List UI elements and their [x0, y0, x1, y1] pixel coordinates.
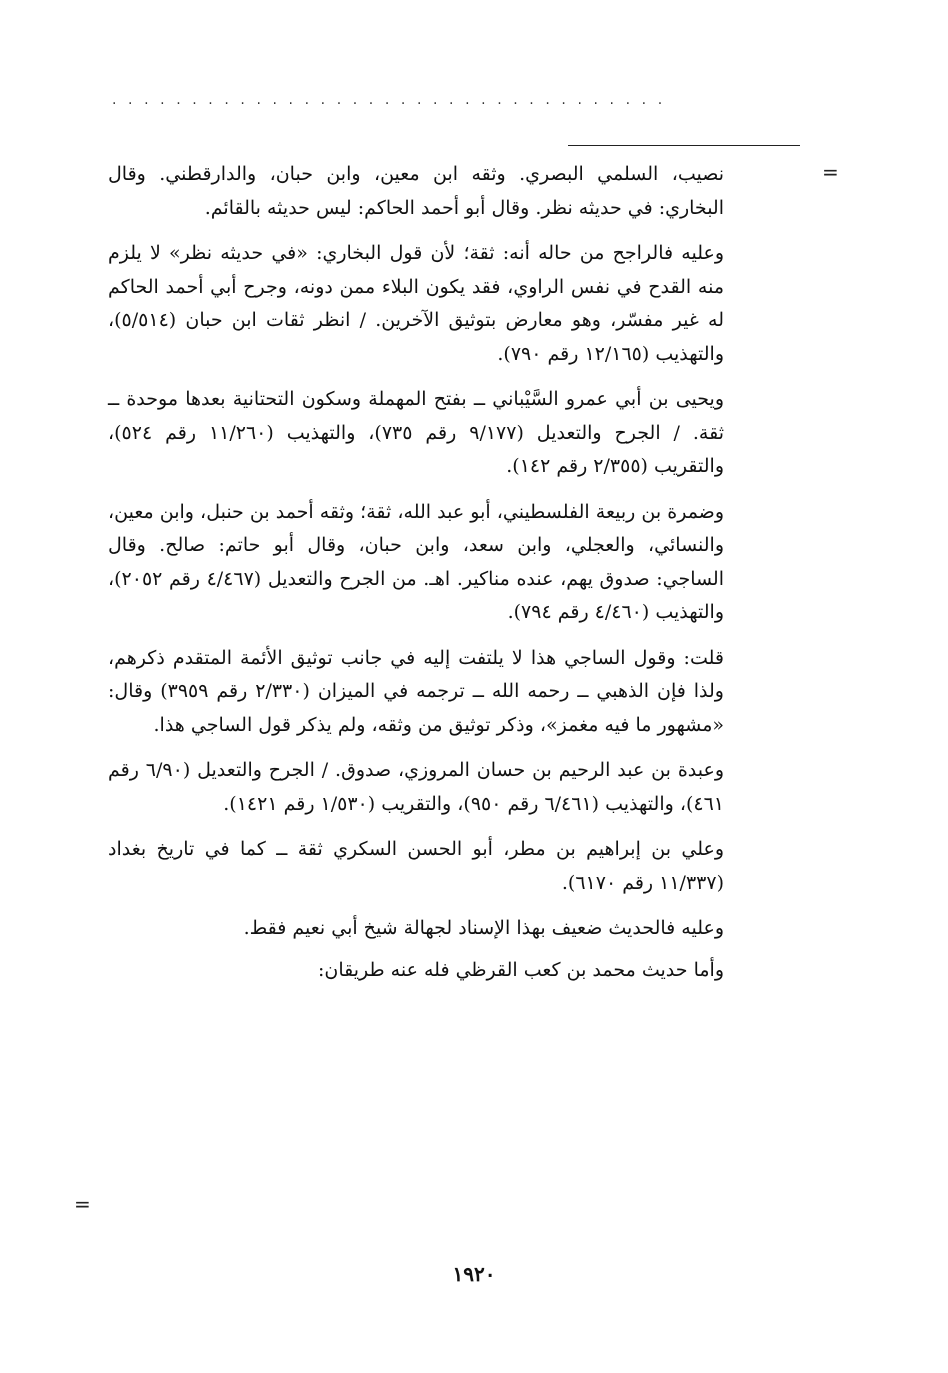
- footnote-text-block: [108, 158, 724, 995]
- paragraph: وضمرة بن ربيعة الفلسطيني، أبو عبد الله، ثقة؛ وثقه أحمد بن حنبل، وابن معين، والنسائي، والعجلي، وابن سعد، وابن حبان، وقال أبو حاتم: صالح. وقال الساجي: صدوق يهم، عنده مناكير. اهـ. من الجرح والتعديل (٤/٤٦٧ رقم ٢٠٥٢)، والتهذيب (٤/٤٦٠ رقم ٧٩٤).: [108, 500, 725, 623]
- paragraph: وأما حديث محمد بن كعب القرظي فله عنه طريقان:: [317, 958, 724, 981]
- paragraph: وعلي بن إبراهيم بن مطر، أبو الحسن السكري ثقة ــ كما في تاريخ بغداد (١١/٣٣٧ رقم ٦١٧٠).: [108, 838, 724, 894]
- paragraph: وعبدة بن عبد الرحيم بن حسان المروزي، صدوق. / الجرح والتعديل (٦/٩٠ رقم ٤٦١)، والتهذيب (٦/٤٦١ رقم ٩٥٠)، والتقريب (١/٥٣٠ رقم ١٤٢١).: [108, 759, 724, 815]
- paragraph: وعليه فالراجح من حاله أنه: ثقة؛ لأن قول البخاري: «في حديثه نظر» لا يلزم منه القدح في نفس الراوي، فقد يكون البلاء ممن دونه، وجرح أبي أحمد الحاكم له غير مفسّر، وهو معارض بتوثيق الآخرين. / انظر ثقات ابن حبان (٥/٥١٤)، والتهذيب (١٢/١٦٥ رقم ٧٩٠).: [108, 242, 724, 365]
- page-number: ١٩٢٠: [452, 1262, 496, 1286]
- continuation-mark-bottom: =: [74, 1192, 91, 1216]
- paragraph: قلت: وقول الساجي هذا لا يلتفت إليه في جانب توثيق الأئمة المتقدم ذكرهم، ولذا فإن الذهبي ــ رحمه الله ــ ترجمه في الميزان (٢/٣٣٠ رقم ٣٩٥٩) وقال: «مشهور ما فيه مغمز»، وذكر توثيق من وثقه، ولم يذكر قول الساجي هذا.: [108, 646, 724, 736]
- footnote-separator-rule: [568, 145, 800, 146]
- paragraph: وعليه فالحديث ضعيف بهذا الإسناد لجهالة شيخ أبي نعيم فقط.: [243, 917, 724, 939]
- continuation-mark-top: =: [822, 160, 839, 184]
- paragraph: نصيب، السلمي البصري. وثقه ابن معين، وابن حبان، والدارقطني. وقال البخاري: في حديثه نظر. وقال أبو أحمد الحاكم: ليس حديثه بالقائم.: [108, 163, 724, 219]
- header-dotted-line: ...................................: [112, 92, 674, 108]
- paragraph: ويحيى بن أبي عمرو السَّيْباني ــ بفتح المهملة وسكون التحتانية بعدها موحدة ــ ثقة. / الجرح والتعديل (٩/١٧٧ رقم ٧٣٥)، والتهذيب (١١/٢٦٠ رقم ٥٢٤)، والتقريب (٢/٣٥٥ رقم ١٤٢).: [108, 388, 724, 477]
